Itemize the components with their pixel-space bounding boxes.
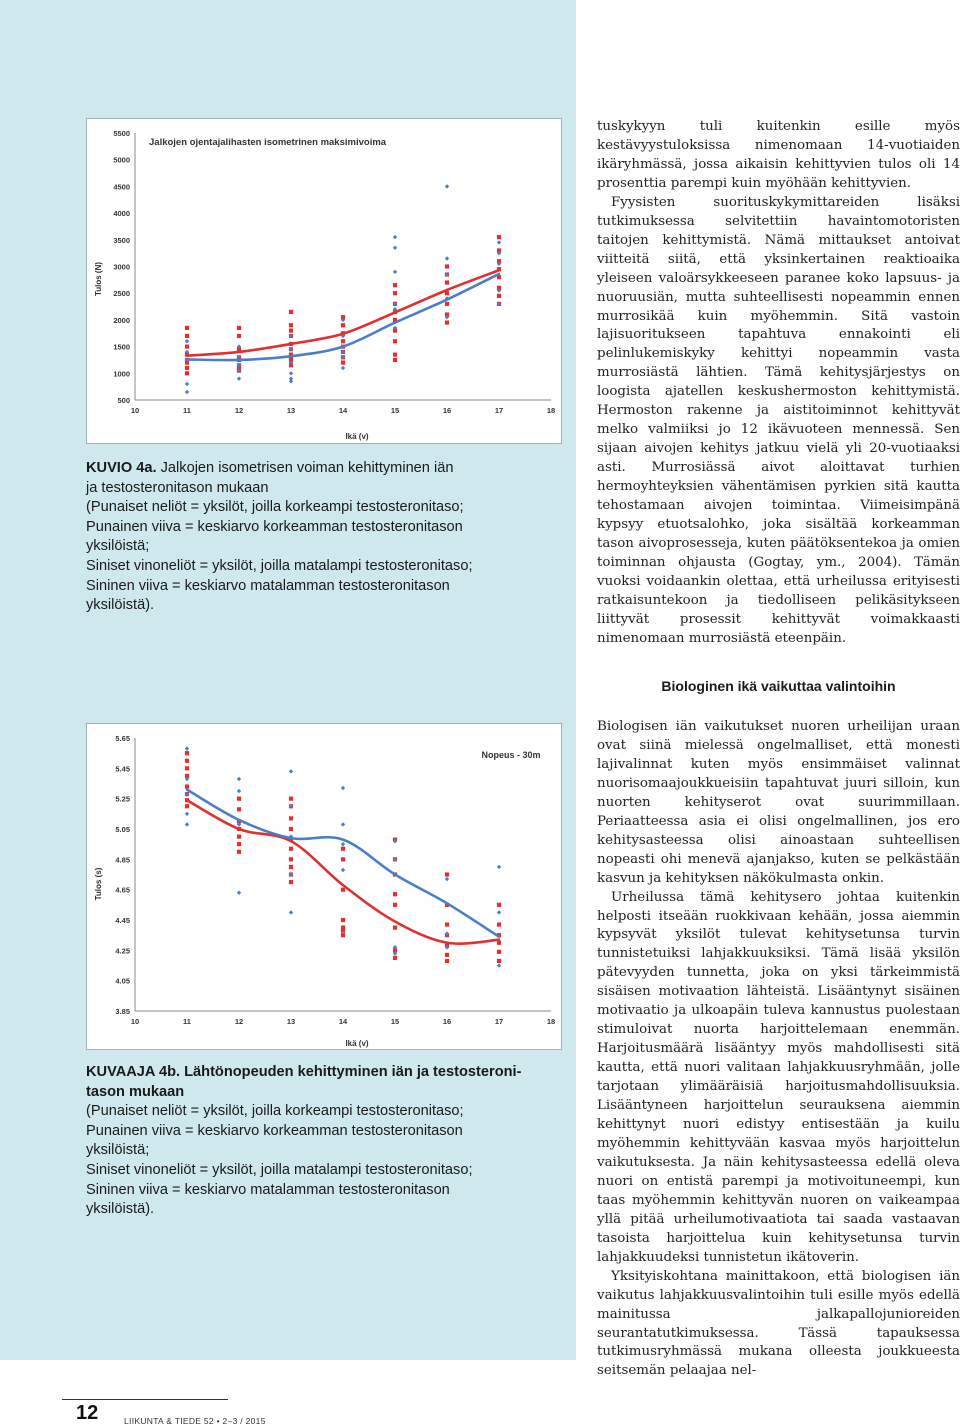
red-square-point — [445, 922, 449, 926]
red-square-point — [393, 339, 397, 343]
red-square-point — [497, 950, 501, 954]
chart-isometric-strength-svg — [87, 119, 561, 443]
blue-diamond-point — [393, 270, 397, 274]
y-tick-label: 5.25 — [115, 794, 130, 804]
y-tick-label: 5.05 — [115, 825, 130, 834]
red-square-point — [497, 235, 501, 239]
caption-line: Punainen viiva = keskiarvo korkeamman testosteronitason — [86, 1122, 463, 1139]
body-text-column-bottom — [597, 718, 960, 1381]
y-tick-label: 4.45 — [115, 916, 130, 925]
blue-diamond-point — [237, 376, 241, 380]
blue-diamond-point — [289, 379, 293, 383]
red-square-point — [393, 892, 397, 896]
chart-title: Nopeus - 30m — [481, 750, 541, 760]
y-tick-label: 4000 — [113, 209, 130, 219]
y-tick-label: 5.65 — [115, 734, 130, 743]
red-square-point — [237, 326, 241, 330]
blue-diamond-point — [185, 390, 189, 394]
chart-tick-labels — [113, 129, 555, 415]
red-square-point — [185, 345, 189, 349]
y-tick-label: 1000 — [113, 369, 130, 379]
y-tick-label: 3500 — [113, 235, 130, 245]
x-tick-label: 10 — [130, 406, 140, 415]
blue-diamond-point — [185, 339, 189, 343]
red-square-point — [289, 310, 293, 314]
body-text-column-top — [597, 118, 960, 649]
caption-line: tason mukaan — [86, 1083, 185, 1100]
red-square-point — [393, 283, 397, 287]
y-tick-label: 3000 — [113, 262, 130, 272]
blue-diamond-point — [289, 910, 293, 914]
blue-diamond-point — [341, 786, 345, 790]
red-square-point — [185, 804, 189, 808]
blue-diamond-point — [289, 371, 293, 375]
red-square-point — [341, 323, 345, 327]
red-square-point — [445, 872, 449, 876]
red-square-point — [497, 903, 501, 907]
blue-diamond-point — [185, 746, 189, 750]
caption-line: (Punaiset neliöt = yksilöt, joilla korkeampi testosteronitaso; — [86, 499, 464, 516]
figure-caption-4a — [86, 459, 576, 616]
red-square-point — [341, 918, 345, 922]
chart-points — [185, 746, 501, 967]
chart-ylabel: Tulos (N) — [94, 261, 103, 297]
red-square-point — [445, 959, 449, 963]
chart-xlabel: Ikä (v) — [345, 432, 369, 441]
caption-line: yksilöistä). — [86, 1201, 155, 1218]
red-square-point — [497, 941, 501, 945]
footer-rule — [62, 1399, 228, 1400]
red-square-point — [237, 842, 241, 846]
red-square-point — [341, 847, 345, 851]
page-number: 12 — [76, 1402, 99, 1424]
blue-diamond-point — [497, 240, 501, 244]
caption-line: Sininen viiva = keskiarvo matalamman testosteronitason — [86, 1181, 450, 1198]
blue-diamond-point — [341, 822, 345, 826]
red-square-point — [185, 366, 189, 370]
red-square-point — [185, 334, 189, 338]
chart-xlabel: Ikä (v) — [345, 1039, 369, 1048]
red-square-point — [185, 751, 189, 755]
blue-diamond-point — [497, 865, 501, 869]
blue-diamond-point — [341, 868, 345, 872]
caption-line: Lähtönopeuden kehittyminen iän ja testosteroni- — [184, 1064, 522, 1080]
red-square-point — [237, 834, 241, 838]
blue-mean-line — [187, 790, 499, 937]
blue-diamond-point — [393, 235, 397, 239]
red-square-point — [185, 371, 189, 375]
section-heading: Biologinen ikä vaikuttaa valintoihin — [661, 678, 896, 694]
y-tick-label: 5000 — [113, 155, 130, 165]
chart-isometric-strength — [86, 118, 562, 444]
red-square-point — [445, 264, 449, 268]
caption-line: ja testosteronitason mukaan — [86, 479, 269, 496]
y-tick-label: 2000 — [113, 315, 130, 325]
caption-line: yksilöistä; — [86, 538, 150, 555]
caption-label: KUVAAJA 4b. — [86, 1064, 181, 1080]
red-square-point — [341, 929, 345, 933]
x-tick-label: 17 — [494, 1017, 504, 1026]
chart-speed-30m-svg — [87, 724, 561, 1049]
red-square-point — [445, 280, 449, 284]
red-square-point — [185, 766, 189, 770]
red-square-point — [341, 933, 345, 937]
y-tick-label: 4.25 — [115, 946, 130, 956]
red-square-point — [185, 326, 189, 330]
red-square-point — [445, 302, 449, 306]
blue-diamond-point — [341, 842, 345, 846]
red-square-point — [289, 847, 293, 851]
caption-line: yksilöistä). — [86, 597, 155, 614]
y-tick-label: 5500 — [113, 129, 130, 138]
chart-speed-30m — [86, 723, 562, 1050]
y-tick-label: 1500 — [113, 342, 130, 352]
red-square-point — [497, 294, 501, 298]
y-tick-label: 4.65 — [115, 885, 130, 895]
y-tick-label: 3.85 — [115, 1007, 130, 1016]
blue-diamond-point — [185, 382, 189, 386]
caption-line: Siniset vinoneliöt = yksilöt, joilla matalampi testosteronitaso; — [86, 1161, 473, 1178]
blue-diamond-point — [237, 789, 241, 793]
blue-diamond-point — [393, 246, 397, 250]
x-tick-label: 12 — [234, 1017, 244, 1026]
red-square-point — [185, 759, 189, 763]
caption-line: Siniset vinoneliöt = yksilöt, joilla matalampi testosteronitaso; — [86, 557, 473, 574]
x-tick-label: 18 — [546, 1017, 556, 1026]
chart-ylabel: Tulos (s) — [94, 867, 103, 901]
x-tick-label: 13 — [286, 406, 296, 415]
x-tick-label: 18 — [546, 406, 556, 415]
blue-diamond-point — [497, 910, 501, 914]
blue-diamond-point — [237, 777, 241, 781]
x-tick-label: 16 — [442, 406, 452, 415]
x-tick-label: 13 — [286, 1017, 296, 1026]
caption-line: (Punaiset neliöt = yksilöt, joilla korkeampi testosteronitaso; — [86, 1103, 464, 1120]
y-tick-label: 500 — [117, 396, 130, 405]
blue-diamond-point — [237, 891, 241, 895]
red-square-point — [289, 827, 293, 831]
red-square-point — [237, 334, 241, 338]
x-tick-label: 11 — [183, 406, 191, 415]
red-square-point — [393, 358, 397, 362]
blue-diamond-point — [185, 812, 189, 816]
x-tick-label: 17 — [494, 406, 504, 415]
red-square-point — [393, 291, 397, 295]
red-square-point — [289, 328, 293, 332]
red-square-point — [393, 925, 397, 929]
y-tick-label: 4.85 — [115, 855, 130, 865]
x-tick-label: 16 — [442, 1017, 452, 1026]
x-tick-label: 15 — [390, 1017, 400, 1026]
chart-title: Jalkojen ojentajalihasten isometrinen maksimivoima — [149, 137, 387, 148]
chart-axes — [135, 738, 551, 1011]
red-square-point — [445, 320, 449, 324]
red-square-point — [497, 959, 501, 963]
paragraph: Biologisen iän vaikutukset nuoren urheilijan uraan ovat siinä mielessä ongelmalliset, että monesti lajivalinnat kuten myös ensimmäiset valinnat nuorisomaajoukkueisiin tapahtuvat juuri silloin, kun nuorten kehityserot ovat suurimmillaan. Periaatteessa asia ei olisi ongelmallinen, jos ero kehitysasteessa olisi ainoastaan suhteellisen nopeasti ohi menevä ajanjakso, kuten se pelkästään kasvun ja kehityksen näkökulmasta onkin. — [597, 719, 960, 886]
red-square-point — [185, 784, 189, 788]
y-tick-label: 5.45 — [115, 764, 130, 774]
blue-diamond-point — [445, 184, 449, 188]
chart-points — [185, 184, 501, 394]
red-square-point — [393, 956, 397, 960]
red-square-point — [289, 797, 293, 801]
figure-caption-4b — [86, 1063, 576, 1220]
paragraph: tuskykyyn tuli kuitenkin esille myös kestävyystuloksissa nimenomaan 14-vuotiaiden ikäryhmässä, jossa aikaisin kehittyvien tulos oli 14 prosenttia parempi kuin myöhään kehittyvien. — [597, 119, 960, 191]
paragraph: Yksityiskohtana mainittakoon, että biologisen iän vaikutus lahjakkuusvalintoihin tuli esille myös edellä mainitussa jalkapallojunioreiden seurantatutkimuksessa. Tässä tapauksessa tutkimusryhmässä mukana olleesta joukkueesta seitsemän pelaajaa nel- — [597, 1268, 960, 1379]
red-square-point — [289, 816, 293, 820]
y-tick-label: 2500 — [113, 289, 130, 299]
x-tick-label: 11 — [183, 1017, 191, 1026]
paragraph: Fyysisten suorituskykymittareiden lisäksi tutkimuksessa selvitettiin havaintomotoristen taitojen kehittymistä. Nämä mittaukset antoivat viitteitä siitä, että yksinkertainen reaktioaika yleiseen valoärsykkeeseen paranee koko lapsuus- ja nuoruusiän, mutta suhteellisesti nopeammin ennen murrosikää kuin myöhemmin. Sitä vastoin lajisuoritukseen tapahtuva ennakointi eli pelinlukemiskyky kehittyi nopeammin vasta murrosiästä lähtien. Tämä kehitysjärjestys on loogista ajatellen keskushermoston kehittymistä. Hermoston rakenne ja aistitoiminnot kehittyvät melko valmiiksi jo 12 ikävuoteen mennessä. Sen sijaan aivojen kehitys jatkuu vielä yli 20-vuotiaaksi asti. Murrosiässä aivot aloittavat turhien hermoyhteyksien vähentämisen pyrkien sitä kautta tehostamaan aivojen toimintaa. Viimeisimpänä kypsyy etuotsalohko, joka sisältää korkeamman tason aivoprosesseja, kuten päätöksentekoa ja omien toiminnan ohjausta (Gogtay, ym., 2004). Tämän vuoksi voidaankin olettaa, että urheilussa erityisesti ratkaisuntekoon ja tiedolliseen pelikäsitykseen liittyvät prosessit kehittyvät voimakkaasti nimenomaan murrosiästä eteenpäin. — [597, 194, 960, 646]
paragraph: Urheilussa tämä kehitysero johtaa kuitenkin helposti itseään ruokkivaan kehään, jossa aiemmin kypsyvät yksilöt tulevat kehitysetunsa turvin tunnistetuiksi lahjakkuuksiksi. Tämä lisää yksilön pätevyyden tunnetta, joka on yksi tärkeimmistä sisäisen motivaation lähteistä. Lisääntynyt sisäinen motivaatio ja ulkoapäin tuleva kannustus puolestaan stimuloivat nuorta harjoittelemaan enemmän. Harjoitusmäärä lisääntyy myös mahdollisesti sitä kautta, että nuori valitaan lahjakkuusryhmään, jolle tarjotaan ylimääräisiä harjoitusmahdollisuuksia. Lisääntyneen harjoittelun seurauksena aiemmin kehittynyt nuori edistyy entisestään ja kuilu myöhemmin kehittyvään kasvaa myös harjoittelun vaikutuksesta. Ja näin kehitysasteessa edellä oleva nuori on entistä parempi ja motivoituneempi, kun taas myöhemmin kehittyvän nuoren on vaikeampaa yllä pitää urheilumotivaatiota tai saada vastaavan tasoista harjoittelua kuin kehitysetunsa turvin lahjakkuudeksi tunnistetun ikätoverin. — [597, 889, 960, 1265]
x-tick-label: 14 — [338, 406, 348, 415]
caption-line: Punainen viiva = keskiarvo korkeamman testosteronitason — [86, 518, 463, 535]
red-square-point — [289, 880, 293, 884]
blue-diamond-point — [341, 366, 345, 370]
caption-label: KUVIO 4a. — [86, 460, 157, 476]
blue-diamond-point — [445, 256, 449, 260]
red-square-point — [341, 888, 345, 892]
x-tick-label: 14 — [338, 1017, 348, 1026]
x-tick-label: 15 — [390, 406, 400, 415]
red-square-point — [393, 353, 397, 357]
red-square-point — [393, 903, 397, 907]
red-square-point — [289, 865, 293, 869]
red-square-point — [341, 339, 345, 343]
x-tick-label: 12 — [234, 406, 244, 415]
x-tick-label: 10 — [130, 1017, 140, 1026]
blue-diamond-point — [289, 769, 293, 773]
journal-name: LIIKUNTA & TIEDE 52 • 2–3 / 2015 — [124, 1416, 266, 1426]
caption-line: yksilöistä; — [86, 1142, 150, 1159]
y-tick-label: 4.05 — [115, 976, 130, 986]
blue-diamond-point — [445, 877, 449, 881]
red-square-point — [289, 323, 293, 327]
blue-diamond-point — [185, 822, 189, 826]
caption-line: Jalkojen isometrisen voiman kehittyminen iän — [160, 460, 454, 476]
y-tick-label: 4500 — [113, 182, 130, 192]
red-square-point — [341, 361, 345, 365]
red-square-point — [237, 807, 241, 811]
red-square-point — [445, 953, 449, 957]
caption-line: Sininen viiva = keskiarvo matalamman testosteronitason — [86, 577, 450, 594]
red-square-point — [237, 850, 241, 854]
red-square-point — [341, 857, 345, 861]
red-square-point — [289, 857, 293, 861]
red-square-point — [497, 922, 501, 926]
blue-diamond-point — [497, 963, 501, 967]
red-square-point — [237, 797, 241, 801]
